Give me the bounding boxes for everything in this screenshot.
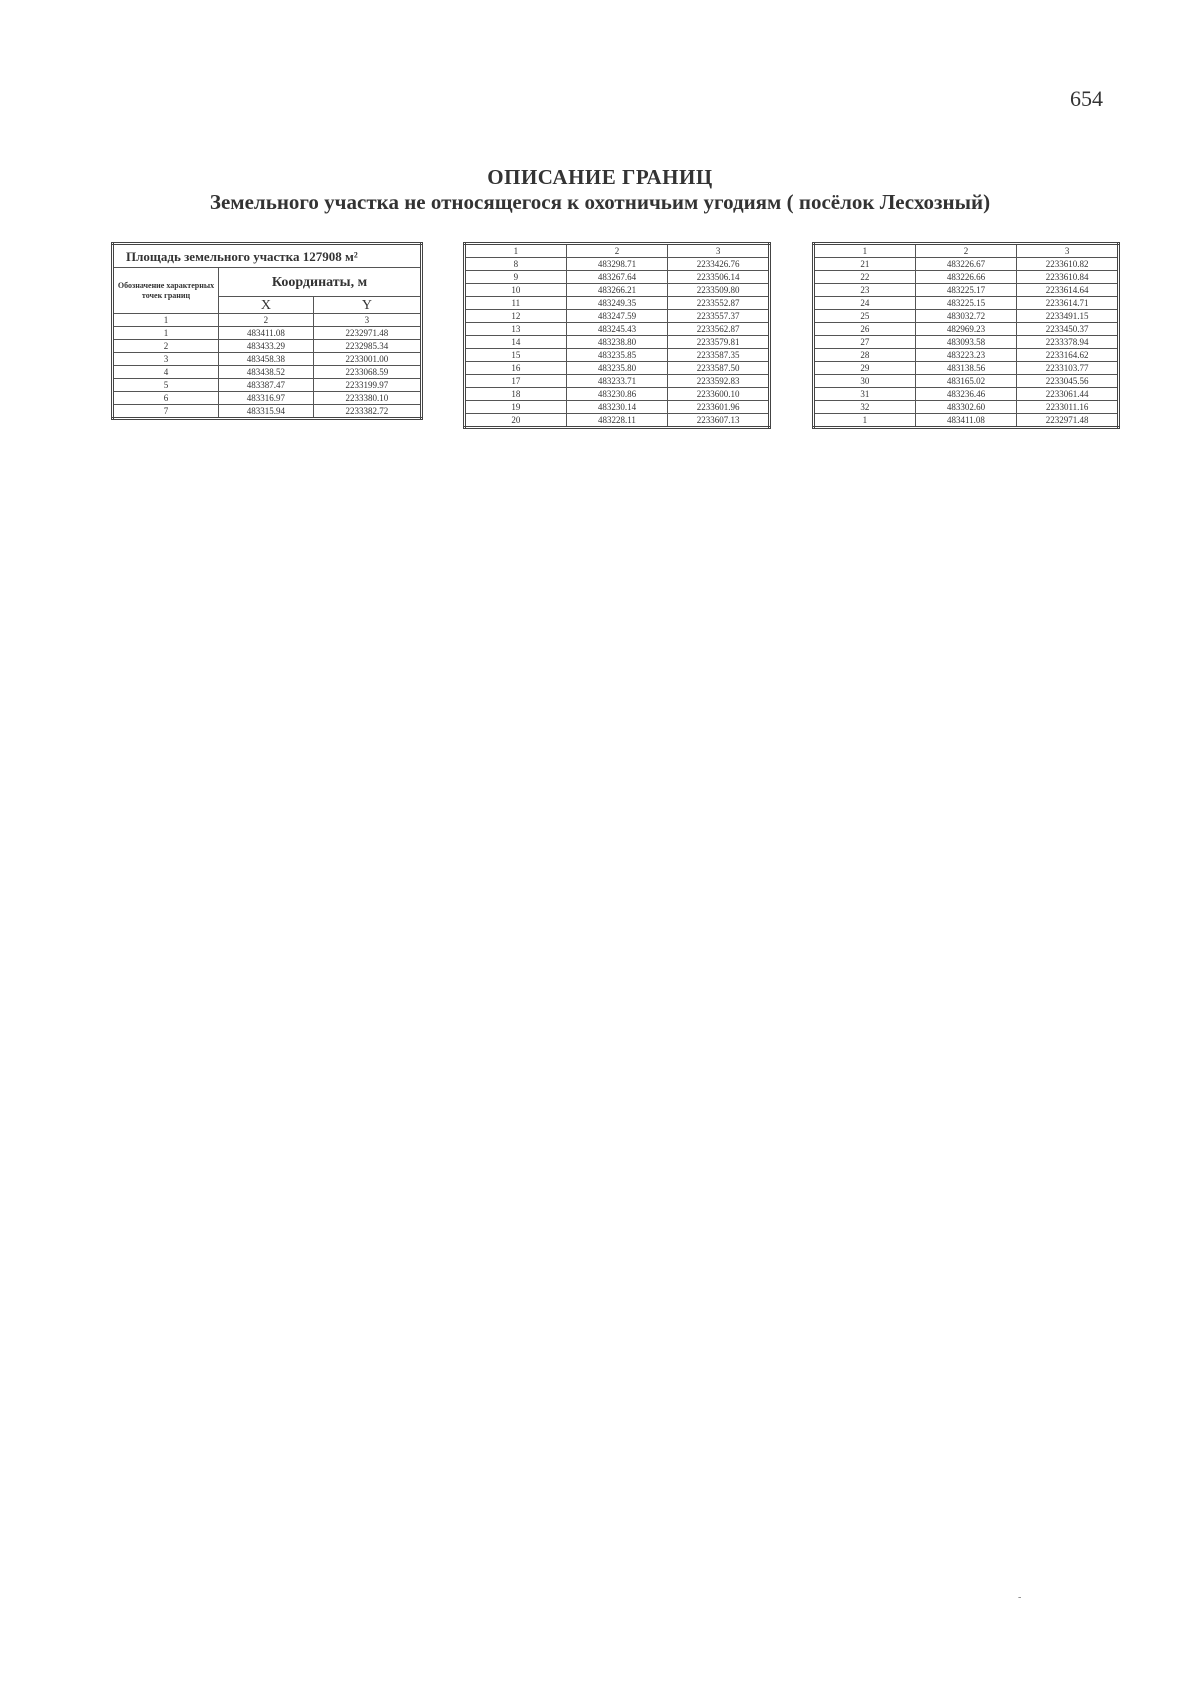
point-number-cell: 27 — [814, 336, 916, 349]
document-title: ОПИСАНИЕ ГРАНИЦ — [487, 165, 713, 189]
table-row — [814, 349, 1119, 362]
column-number: 2 — [219, 314, 314, 327]
x-header: X — [219, 297, 314, 314]
x-coordinate-cell: 483226.67 — [915, 258, 1017, 271]
table-row — [814, 323, 1119, 336]
table-row — [465, 284, 770, 297]
y-coordinate-cell: 2233506.14 — [668, 271, 770, 284]
column-number: 3 — [668, 244, 770, 258]
point-number-cell: 31 — [814, 388, 916, 401]
point-number-cell: 21 — [814, 258, 916, 271]
y-coordinate-cell: 2233164.62 — [1017, 349, 1119, 362]
y-coordinate-cell: 2233011.16 — [1017, 401, 1119, 414]
x-coordinate-cell: 483236.46 — [915, 388, 1017, 401]
table-row — [814, 258, 1119, 271]
x-coordinate-cell: 483228.11 — [566, 414, 668, 428]
table-row — [814, 284, 1119, 297]
x-coordinate-cell: 483238.80 — [566, 336, 668, 349]
table-body — [113, 327, 422, 419]
column-number: 1 — [465, 244, 567, 258]
x-coordinate-cell: 483249.35 — [566, 297, 668, 310]
x-coordinate-cell: 483230.14 — [566, 401, 668, 414]
y-coordinate-cell: 2233601.96 — [668, 401, 770, 414]
x-coordinate-cell: 483165.02 — [915, 375, 1017, 388]
y-coordinate-cell: 2233600.10 — [668, 388, 770, 401]
x-coordinate-cell: 483138.56 — [915, 362, 1017, 375]
coordinates-header: Координаты, м — [219, 268, 422, 297]
point-number-cell: 3 — [113, 353, 219, 366]
x-coordinate-cell: 483235.80 — [566, 362, 668, 375]
point-number-cell: 28 — [814, 349, 916, 362]
point-number-cell: 30 — [814, 375, 916, 388]
table-row — [814, 297, 1119, 310]
column-number-row — [814, 244, 1119, 258]
table-row — [113, 405, 422, 419]
coordinates-table-right — [812, 242, 1120, 429]
y-coordinate-cell: 2233380.10 — [313, 392, 421, 405]
point-number-cell: 10 — [465, 284, 567, 297]
y-coordinate-cell: 2233509.80 — [668, 284, 770, 297]
point-number-cell: 12 — [465, 310, 567, 323]
column-number: 3 — [1017, 244, 1119, 258]
scan-mark: - — [1018, 1592, 1022, 1603]
point-number-cell: 26 — [814, 323, 916, 336]
table-row — [465, 349, 770, 362]
column-number-row — [465, 244, 770, 258]
y-coordinate-cell: 2233592.83 — [668, 375, 770, 388]
table-row — [113, 353, 422, 366]
table-row — [814, 271, 1119, 284]
y-coordinate-cell: 2233045.56 — [1017, 375, 1119, 388]
y-coordinate-cell: 2233562.87 — [668, 323, 770, 336]
table-row — [814, 414, 1119, 428]
table-row — [465, 362, 770, 375]
table-row — [465, 388, 770, 401]
column-number: 3 — [313, 314, 421, 327]
table-row — [814, 362, 1119, 375]
coordinates-table-middle — [463, 242, 771, 429]
table-row — [113, 327, 422, 340]
y-coordinate-cell: 2233579.81 — [668, 336, 770, 349]
point-number-cell: 22 — [814, 271, 916, 284]
point-number-cell: 13 — [465, 323, 567, 336]
point-number-cell: 24 — [814, 297, 916, 310]
table-body — [814, 258, 1119, 428]
y-coordinate-cell: 2233378.94 — [1017, 336, 1119, 349]
y-coordinate-cell: 2232971.48 — [1017, 414, 1119, 428]
table-row — [465, 323, 770, 336]
x-coordinate-cell: 483316.97 — [219, 392, 314, 405]
point-number-cell: 18 — [465, 388, 567, 401]
table-row — [814, 310, 1119, 323]
x-coordinate-cell: 482969.23 — [915, 323, 1017, 336]
table-row — [465, 401, 770, 414]
point-number-cell: 1 — [113, 327, 219, 340]
y-coordinate-cell: 2233382.72 — [313, 405, 421, 419]
table-row — [814, 401, 1119, 414]
y-coordinate-cell: 2233610.82 — [1017, 258, 1119, 271]
point-number-cell: 2 — [113, 340, 219, 353]
x-coordinate-cell: 483223.23 — [915, 349, 1017, 362]
x-coordinate-cell: 483433.29 — [219, 340, 314, 353]
x-coordinate-cell: 483315.94 — [219, 405, 314, 419]
point-number-cell: 14 — [465, 336, 567, 349]
y-coordinate-cell: 2233614.64 — [1017, 284, 1119, 297]
y-coordinate-cell: 2233491.15 — [1017, 310, 1119, 323]
point-number-cell: 15 — [465, 349, 567, 362]
y-coordinate-cell: 2233587.50 — [668, 362, 770, 375]
table-row — [465, 297, 770, 310]
y-coordinate-cell: 2233552.87 — [668, 297, 770, 310]
y-coordinate-cell: 2233587.35 — [668, 349, 770, 362]
y-coordinate-cell: 2233450.37 — [1017, 323, 1119, 336]
x-coordinate-cell: 483438.52 — [219, 366, 314, 379]
y-coordinate-cell: 2233614.71 — [1017, 297, 1119, 310]
table-row — [113, 340, 422, 353]
x-coordinate-cell: 483233.71 — [566, 375, 668, 388]
point-number-cell: 19 — [465, 401, 567, 414]
x-coordinate-cell: 483235.85 — [566, 349, 668, 362]
table-row — [465, 375, 770, 388]
point-number-cell: 29 — [814, 362, 916, 375]
y-coordinate-cell: 2233607.13 — [668, 414, 770, 428]
point-number-cell: 16 — [465, 362, 567, 375]
table-row — [113, 379, 422, 392]
table-row — [465, 310, 770, 323]
y-coordinate-cell: 2232985.34 — [313, 340, 421, 353]
x-coordinate-cell: 483093.58 — [915, 336, 1017, 349]
coordinates-table-main — [111, 242, 423, 420]
x-coordinate-cell: 483387.47 — [219, 379, 314, 392]
point-number-cell: 20 — [465, 414, 567, 428]
column-number: 1 — [113, 314, 219, 327]
x-coordinate-cell: 483226.66 — [915, 271, 1017, 284]
y-header: Y — [313, 297, 421, 314]
point-number-cell: 6 — [113, 392, 219, 405]
table-row — [465, 271, 770, 284]
page-number: 654 — [1070, 86, 1103, 111]
point-number-cell: 7 — [113, 405, 219, 419]
x-coordinate-cell: 483267.64 — [566, 271, 668, 284]
x-coordinate-cell: 483245.43 — [566, 323, 668, 336]
table-row — [465, 336, 770, 349]
table-row — [814, 336, 1119, 349]
x-coordinate-cell: 483247.59 — [566, 310, 668, 323]
x-coordinate-cell: 483411.08 — [915, 414, 1017, 428]
x-coordinate-cell: 483032.72 — [915, 310, 1017, 323]
x-coordinate-cell: 483225.17 — [915, 284, 1017, 297]
point-number-cell: 9 — [465, 271, 567, 284]
point-number-cell: 4 — [113, 366, 219, 379]
point-number-cell: 8 — [465, 258, 567, 271]
x-coordinate-cell: 483411.08 — [219, 327, 314, 340]
y-coordinate-cell: 2233001.00 — [313, 353, 421, 366]
y-coordinate-cell: 2233426.76 — [668, 258, 770, 271]
y-coordinate-cell: 2233061.44 — [1017, 388, 1119, 401]
y-coordinate-cell: 2232971.48 — [313, 327, 421, 340]
y-coordinate-cell: 2233557.37 — [668, 310, 770, 323]
point-number-cell: 5 — [113, 379, 219, 392]
x-coordinate-cell: 483225.15 — [915, 297, 1017, 310]
y-coordinate-cell: 2233610.84 — [1017, 271, 1119, 284]
table-row — [113, 392, 422, 405]
column-number: 2 — [566, 244, 668, 258]
x-coordinate-cell: 483230.86 — [566, 388, 668, 401]
point-number-cell: 25 — [814, 310, 916, 323]
area-label: Площадь земельного участка 127908 м² — [113, 244, 422, 268]
point-number-cell: 23 — [814, 284, 916, 297]
point-number-cell: 1 — [814, 414, 916, 428]
x-coordinate-cell: 483298.71 — [566, 258, 668, 271]
x-coordinate-cell: 483266.21 — [566, 284, 668, 297]
y-coordinate-cell: 2233068.59 — [313, 366, 421, 379]
y-coordinate-cell: 2233103.77 — [1017, 362, 1119, 375]
x-coordinate-cell: 483302.60 — [915, 401, 1017, 414]
table-row — [113, 366, 422, 379]
table-body — [465, 258, 770, 428]
table-row — [465, 414, 770, 428]
table-row — [814, 375, 1119, 388]
column-number-row — [113, 314, 422, 327]
table-row — [814, 388, 1119, 401]
designation-header: Обозначение характерных точек границ — [113, 268, 219, 314]
column-number: 1 — [814, 244, 916, 258]
point-number-cell: 11 — [465, 297, 567, 310]
y-coordinate-cell: 2233199.97 — [313, 379, 421, 392]
table-row — [465, 258, 770, 271]
point-number-cell: 17 — [465, 375, 567, 388]
x-coordinate-cell: 483458.38 — [219, 353, 314, 366]
document-subtitle: Земельного участка не относящегося к охотничьим угодиям ( посёлок Лесхозный) — [209, 190, 991, 214]
point-number-cell: 32 — [814, 401, 916, 414]
column-number: 2 — [915, 244, 1017, 258]
